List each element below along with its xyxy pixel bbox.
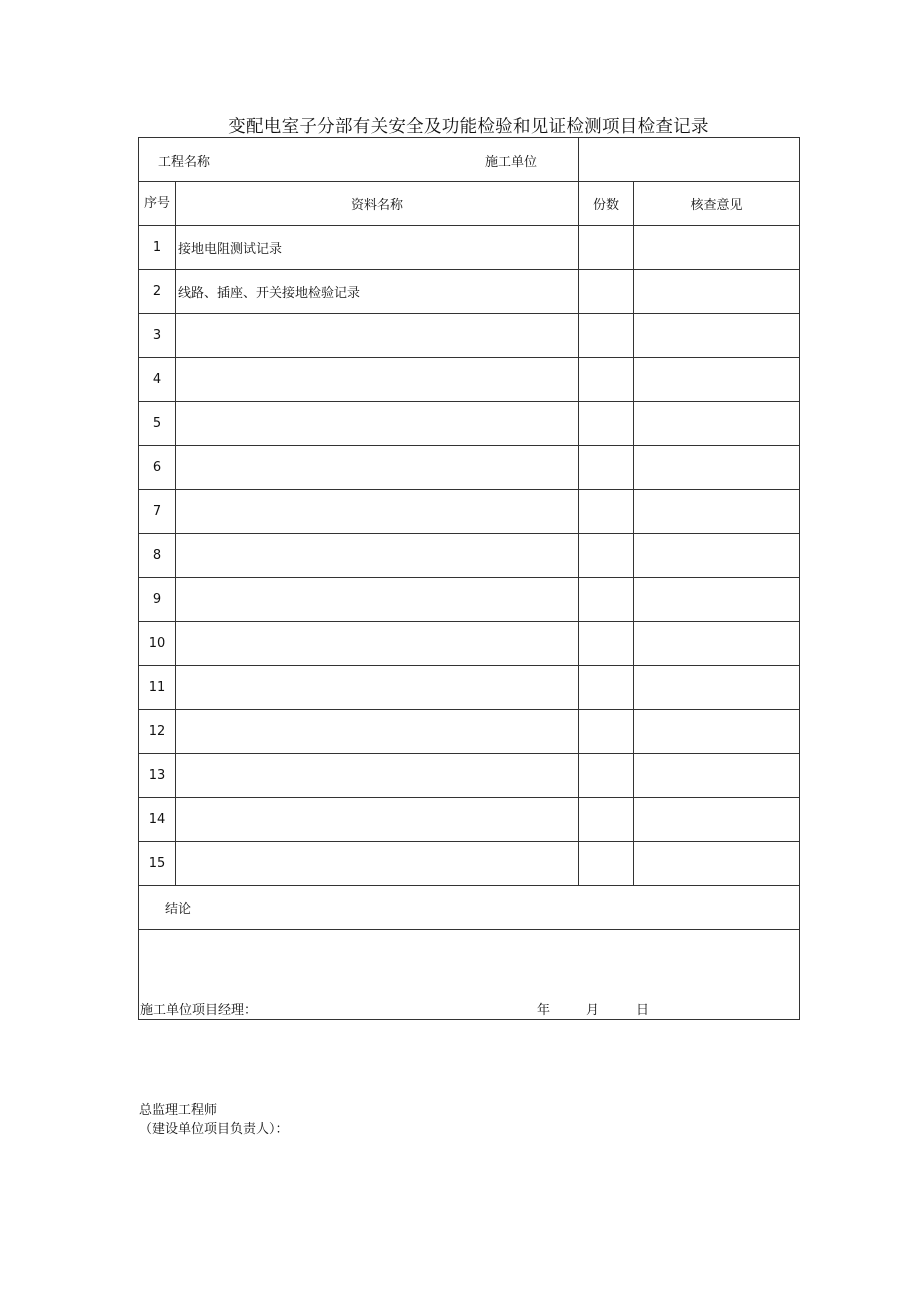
month-label: 月 (586, 1003, 600, 1018)
table-row (139, 710, 800, 754)
table-row (139, 314, 800, 358)
copies-cell[interactable] (579, 446, 634, 490)
doc-name-cell[interactable] (176, 842, 579, 886)
copies-cell[interactable] (579, 402, 634, 446)
copies-cell[interactable] (579, 490, 634, 534)
inspection-table (138, 137, 800, 1020)
row-number: 4 (139, 358, 176, 402)
project-info-cell (139, 138, 579, 182)
seq-header: 序号 (139, 182, 176, 226)
table-row (139, 842, 800, 886)
row-number: 11 (139, 666, 176, 710)
row-number: 12 (139, 710, 176, 754)
doc-name-cell[interactable] (176, 622, 579, 666)
table-row (139, 622, 800, 666)
copies-header: 份数 (579, 182, 634, 226)
review-cell[interactable] (634, 314, 800, 358)
copies-cell[interactable] (579, 710, 634, 754)
table-row (139, 666, 800, 710)
conclusion-row (139, 886, 800, 930)
supervisor-title: 总监理工程师 (139, 1103, 218, 1118)
table-row (139, 534, 800, 578)
review-cell[interactable] (634, 270, 800, 314)
doc-name-header: 资料名称 (176, 182, 579, 226)
row-number: 8 (139, 534, 176, 578)
doc-name-cell[interactable] (176, 710, 579, 754)
table-row (139, 226, 800, 270)
day-label: 日 (636, 1003, 650, 1018)
row-number: 13 (139, 754, 176, 798)
review-cell[interactable] (634, 666, 800, 710)
row-number: 5 (139, 402, 176, 446)
row-number: 3 (139, 314, 176, 358)
column-header-row (139, 182, 800, 226)
table-row (139, 798, 800, 842)
review-cell[interactable] (634, 490, 800, 534)
supervisor-signature (139, 1101, 289, 1139)
copies-cell[interactable] (579, 534, 634, 578)
table-row (139, 358, 800, 402)
row-number: 9 (139, 578, 176, 622)
doc-name-cell[interactable] (176, 798, 579, 842)
construction-unit-label: 施工单位 (485, 155, 538, 170)
row-number: 2 (139, 270, 176, 314)
table-row (139, 270, 800, 314)
table-row (139, 446, 800, 490)
review-cell[interactable] (634, 446, 800, 490)
copies-cell[interactable] (579, 798, 634, 842)
review-cell[interactable] (634, 798, 800, 842)
copies-cell[interactable] (579, 578, 634, 622)
document-title: 变配电室子分部有关安全及功能检验和见证检测项目检查记录 (228, 117, 709, 137)
doc-name-cell[interactable]: 接地电阻测试记录 (176, 226, 579, 270)
conclusion-label: 结论 (139, 886, 800, 930)
review-cell[interactable] (634, 710, 800, 754)
doc-name-cell[interactable]: 线路、插座、开关接地检验记录 (176, 270, 579, 314)
row-number: 14 (139, 798, 176, 842)
doc-name-cell[interactable] (176, 578, 579, 622)
signoff-cell[interactable] (139, 930, 800, 1020)
doc-name-cell[interactable] (176, 490, 579, 534)
doc-name-cell[interactable] (176, 446, 579, 490)
doc-name-cell[interactable] (176, 314, 579, 358)
copies-cell[interactable] (579, 622, 634, 666)
copies-cell[interactable] (579, 666, 634, 710)
construction-unit-value[interactable] (579, 138, 800, 182)
copies-cell[interactable] (579, 842, 634, 886)
copies-cell[interactable] (579, 226, 634, 270)
review-cell[interactable] (634, 578, 800, 622)
row-number: 1 (139, 226, 176, 270)
copies-cell[interactable] (579, 754, 634, 798)
doc-name-cell[interactable] (176, 666, 579, 710)
row-number: 6 (139, 446, 176, 490)
table-row (139, 578, 800, 622)
review-cell[interactable] (634, 622, 800, 666)
review-cell[interactable] (634, 358, 800, 402)
table-row (139, 754, 800, 798)
row-number: 7 (139, 490, 176, 534)
copies-cell[interactable] (579, 314, 634, 358)
doc-name-cell[interactable] (176, 754, 579, 798)
project-header-row (139, 138, 800, 182)
table-row (139, 402, 800, 446)
doc-name-cell[interactable] (176, 358, 579, 402)
review-cell[interactable] (634, 754, 800, 798)
review-header: 核查意见 (634, 182, 800, 226)
row-number: 15 (139, 842, 176, 886)
copies-cell[interactable] (579, 270, 634, 314)
table-row (139, 490, 800, 534)
project-manager-label: 施工单位项目经理： (140, 1003, 258, 1018)
review-cell[interactable] (634, 534, 800, 578)
review-cell[interactable] (634, 402, 800, 446)
copies-cell[interactable] (579, 358, 634, 402)
project-name-label: 工程名称 (158, 155, 211, 170)
doc-name-cell[interactable] (176, 402, 579, 446)
supervisor-subtitle: （建设单位项目负责人）： (139, 1122, 289, 1137)
signoff-row (139, 930, 800, 1020)
year-label: 年 (537, 1003, 551, 1018)
row-number: 10 (139, 622, 176, 666)
review-cell[interactable] (634, 226, 800, 270)
doc-name-cell[interactable] (176, 534, 579, 578)
review-cell[interactable] (634, 842, 800, 886)
